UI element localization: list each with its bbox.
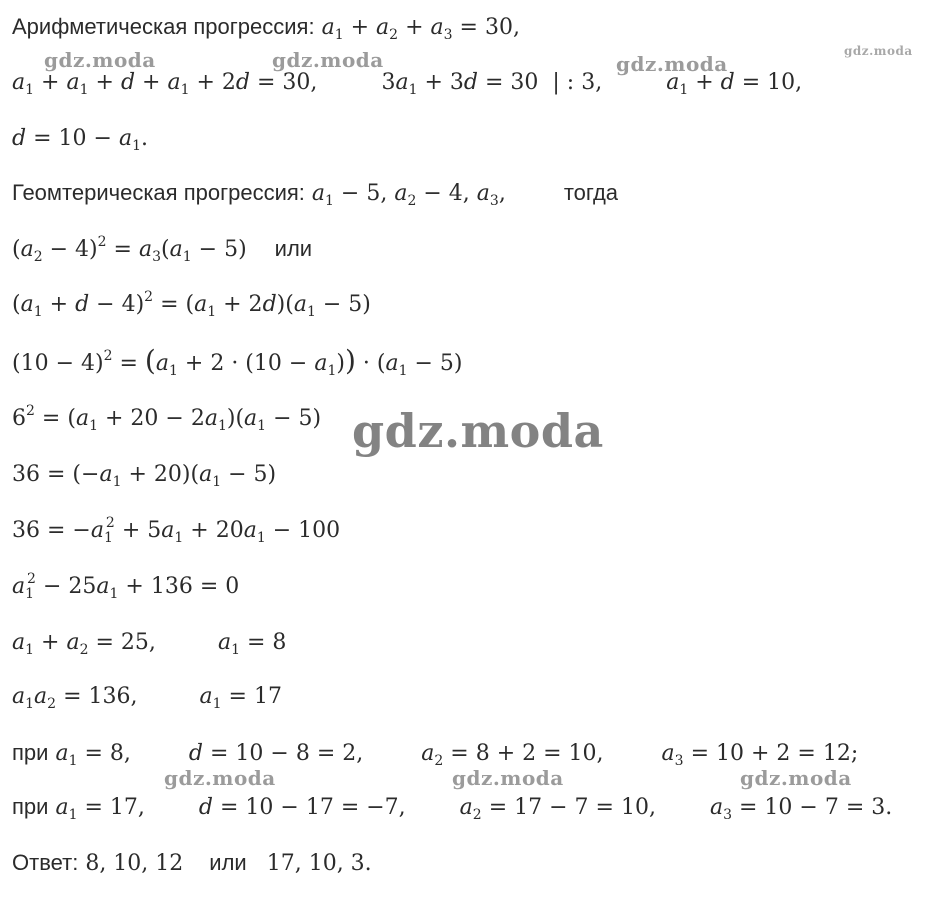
- arith-label: Арифметическая прогрессия:: [12, 14, 315, 39]
- watermark: gdz.moda: [452, 766, 564, 790]
- line-1: [12, 12, 520, 43]
- equation: $a_1 + a_1 + d + a_1 + 2d = 30$,: [12, 70, 318, 98]
- equation: $a_1 = 8$: [217, 630, 287, 658]
- equation: $a_1^2 - 25a_1 + 136 = 0$: [12, 571, 240, 602]
- watermark: gdz.moda: [164, 766, 276, 790]
- geom-label: Геомтерическая прогрессия:: [12, 180, 305, 205]
- equation: $(a_1 + d - 4)^2 = (a_1 + 2d)(a_1 - 5)$: [12, 289, 371, 320]
- answer-value: 8, 10, 12: [85, 851, 184, 876]
- equation: d = 10 − 8 = 2,: [188, 741, 364, 766]
- equation: $a_3 = 10 - 7 = 3$.: [709, 795, 893, 823]
- equation: $(10 - 4)^2 = (a_1 + 2 \cdot (10 - a_1)) \cdot (a_1 - 5)$: [12, 344, 463, 379]
- watermark: gdz.moda: [272, 48, 384, 72]
- pri-word: при: [12, 740, 49, 765]
- watermark: gdz.moda: [44, 48, 156, 72]
- pri-word: при: [12, 794, 49, 819]
- equation: $36 = (-a_1 + 20)(a_1 - 5)$: [12, 462, 277, 490]
- line-9: [12, 460, 276, 490]
- equation: $a_1a_2 = 136$,: [12, 684, 138, 712]
- line-5: [12, 234, 312, 265]
- equation: $(a_2 - 4)^2 = a_3(a_1 - 5)$: [12, 234, 247, 265]
- equation: d = 10 − 17 = −7,: [198, 795, 406, 820]
- equation: $d = 10 - a_1$.: [12, 126, 148, 154]
- line-14: [12, 738, 858, 769]
- line-8: [12, 404, 321, 434]
- line-13: [12, 682, 282, 712]
- equation: $a_1 - 5$, $a_2 - 4$, $a_3$,: [311, 181, 506, 209]
- equation: $a_1 = 8$,: [55, 741, 131, 769]
- equation: $36 = -a_1^2 + 5a_1 + 20a_1 - 100$: [12, 515, 341, 546]
- line-3: [12, 124, 148, 154]
- equation: $a_2 = 17 - 7 = 10$,: [459, 795, 656, 823]
- watermark: gdz.moda: [352, 404, 604, 458]
- watermark: gdz.moda: [616, 52, 728, 76]
- watermark: gdz.moda: [740, 766, 852, 790]
- then-word: тогда: [563, 180, 619, 205]
- equation: $a_1 + d = 10$,: [666, 70, 803, 98]
- answer-line: [12, 848, 372, 879]
- line-11: [12, 572, 239, 602]
- equation: $a_2 = 8 + 2 = 10$,: [421, 741, 604, 769]
- answer-value-2: 17, 10, 3.: [266, 851, 372, 876]
- watermark: gdz.moda: [844, 44, 913, 58]
- line-4: [12, 178, 618, 209]
- line-6: [12, 290, 371, 320]
- line-15: [12, 792, 892, 823]
- or-word: или: [274, 236, 313, 261]
- equation: $a_1 = 17$: [199, 684, 282, 712]
- equation: $a_3 = 10 + 2 = 12$;: [661, 741, 859, 769]
- equation: $6^2 = (a_1 + 20 - 2a_1)(a_1 - 5)$: [12, 403, 322, 434]
- equation: $a_1 + a_2 = 25$,: [12, 630, 156, 658]
- equation: $a_1 + a_2 + a_3 = 30$,: [321, 15, 520, 43]
- equation: $3a_1 + 3d = 30$ | : 3,: [381, 70, 603, 98]
- line-12: [12, 628, 286, 658]
- line-10: [12, 516, 340, 546]
- answer-or: или: [209, 850, 247, 875]
- equation: $a_1 = 17$,: [55, 795, 145, 823]
- answer-label: Ответ:: [12, 850, 79, 875]
- line-7: [12, 346, 463, 379]
